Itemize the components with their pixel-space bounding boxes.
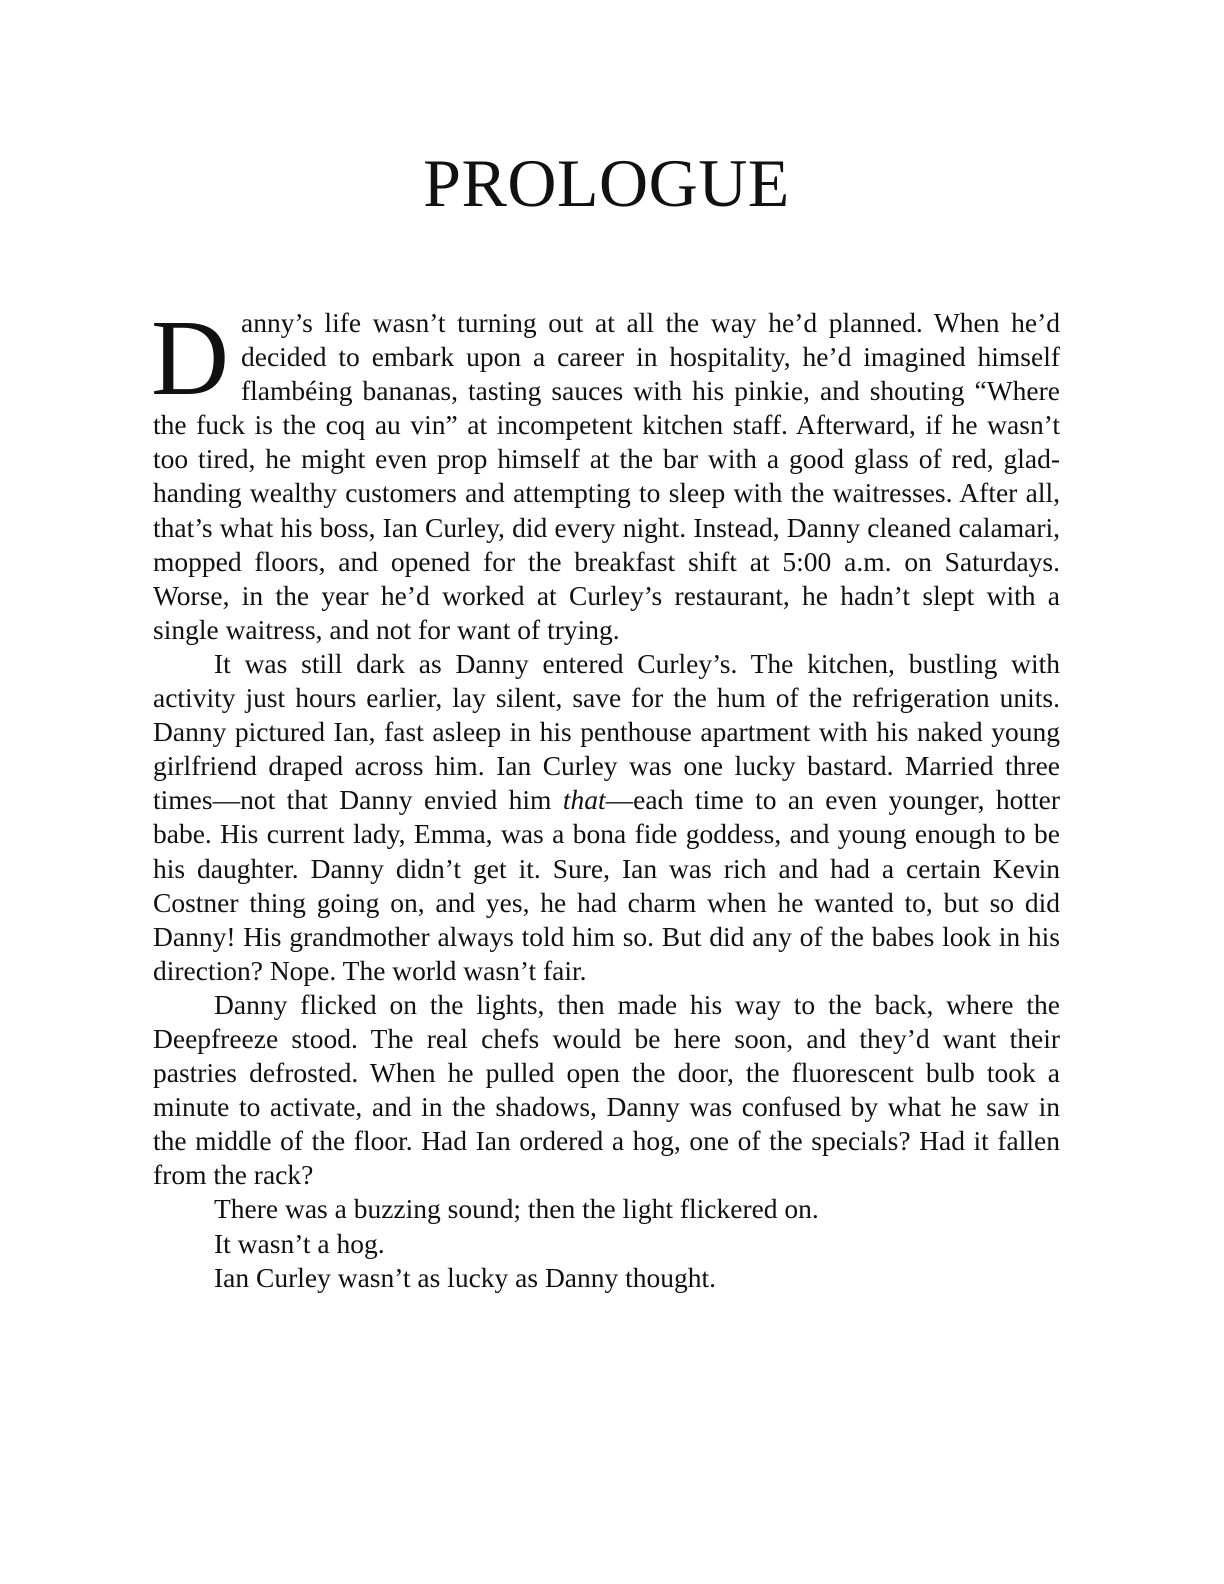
chapter-body [151,299,1060,1295]
paragraph-6: Ian Curley wasn’t as lucky as Danny thought. [214,1261,717,1293]
drop-cap: D [151,299,229,418]
paragraph-2-text-after: —each time to an even younger, hotter babe. His current lady, Emma, was a bona fide goddess, and young enough to be his daughter. Danny didn’t get it. Sure, Ian was rich and had a certain Kevin Costner thing going on, and yes, he had charm when he wanted to, but so did Danny! His grandmother always told him so. But did any of the babes look in his direction? Nope. The world wasn’t fair. [153,784,1060,986]
paragraph-1 [151,299,1060,647]
paragraph-2 [153,647,1060,988]
paragraph-4: There was a buzzing sound; then the light flickered on. [214,1193,819,1225]
paragraph-2-emphasis: that [562,784,606,816]
paragraph-5: It wasn’t a hog. [214,1227,385,1259]
paragraph-1-text: anny’s life wasn’t turning out at all the way he’d planned. When he’d decided to embark upon a career in hospitality, he’d imagined himself flambéing bananas, tasting sauces with his pinkie, and shouting “Where the fuck is the coq au vin” at incompetent kitchen staff. Afterward, if he wasn’t too tired, he might even prop himself at the bar with a good glass of red, glad-handing wealthy customers and attempting to sleep with the waitresses. After all, that’s what his boss, Ian Curley, did every night. Instead, Danny cleaned calamari, mopped floors, and opened for the breakfast shift at 5:00 a.m. on Saturdays. Worse, in the year he’d worked at Curley’s restaurant, he hadn’t slept with a single waitress, and not for want of trying. [153,307,1060,645]
paragraph-2-text-before: It was still dark as Danny entered Curley’s. The kitchen, bustling with activity just hours earlier, lay silent, save for the hum of the refrigeration units. Danny pictured Ian, fast asleep in his penthouse apartment with his naked young girlfriend draped across him. Ian Curley was one lucky bastard. Married three times—not that Danny envied him [153,647,1060,816]
chapter-title: PROLOGUE [423,145,790,221]
paragraph-3: Danny flicked on the lights, then made his way to the back, where the Deepfreeze stood. The real chefs would be here soon, and they’d want their pastries defrosted. When he pulled open the door, the fluorescent bulb took a minute to activate, and in the shadows, Danny was confused by what he saw in the middle of the floor. Had Ian ordered a hog, one of the specials? Had it fallen from the rack? [153,988,1060,1191]
